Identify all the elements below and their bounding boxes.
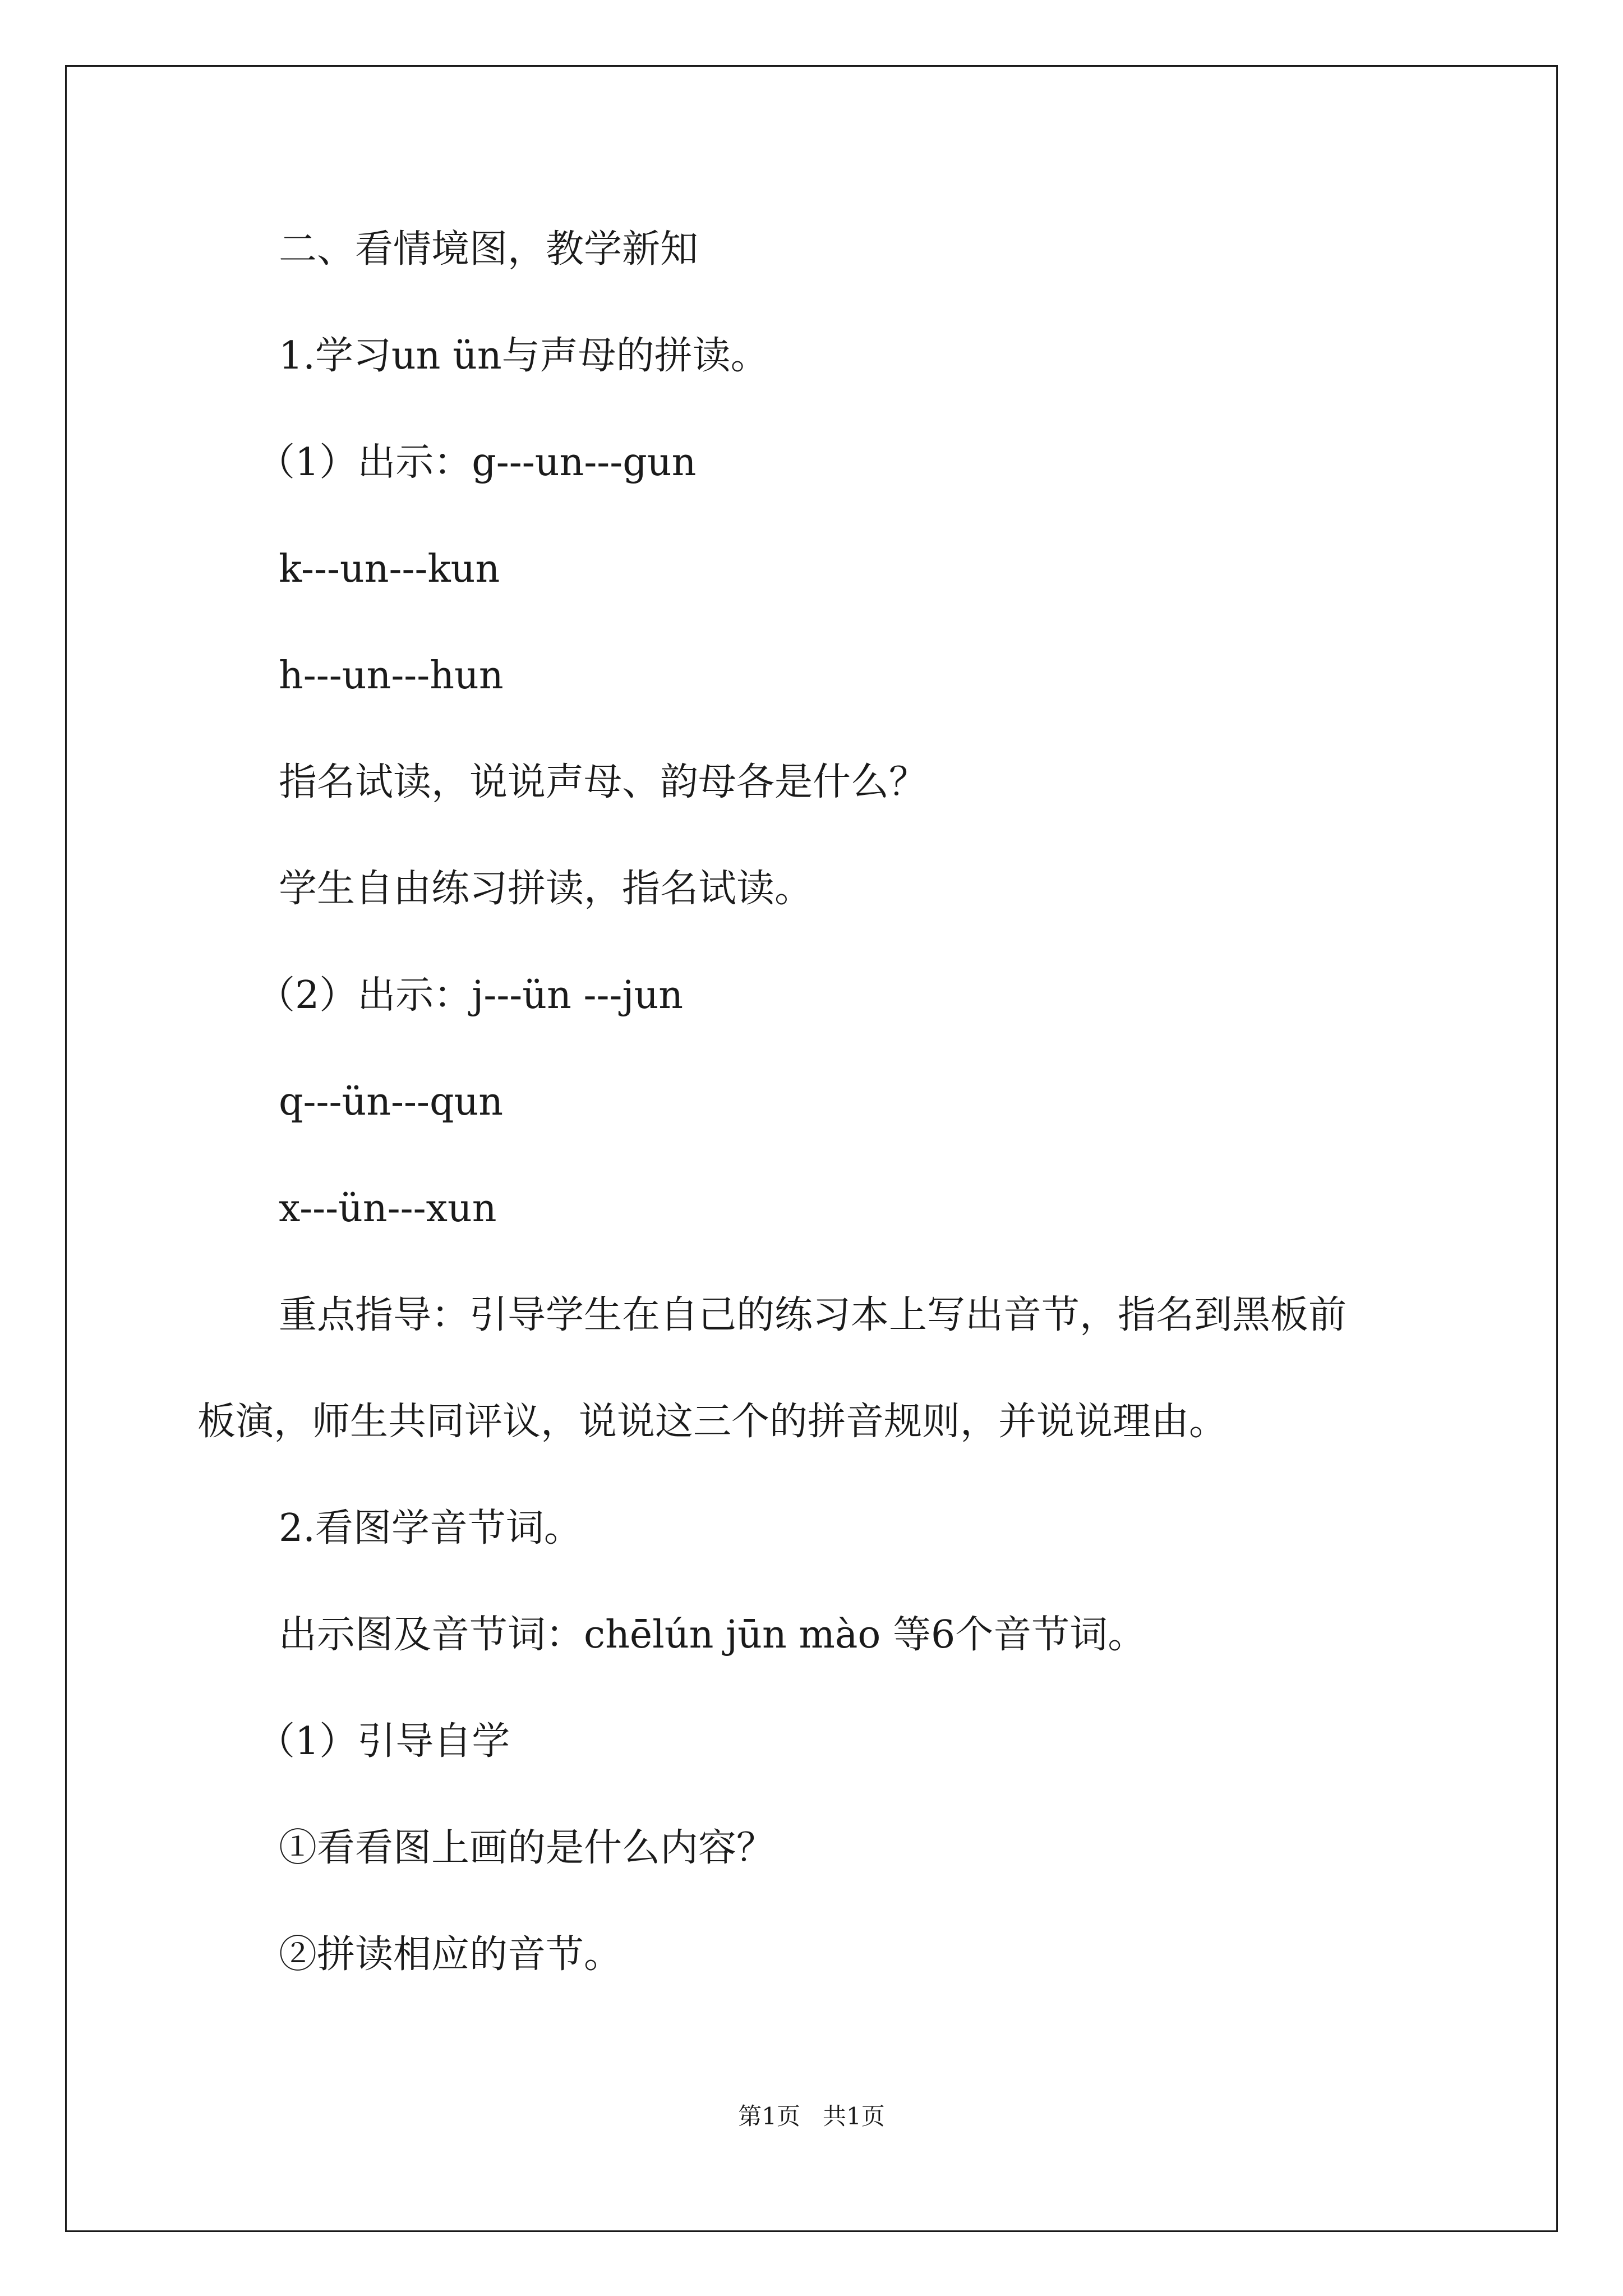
text-line: x---ün---xun (279, 1186, 497, 1231)
text-line: 学生自由练习拼读，指名试读。 (279, 867, 813, 911)
text-line: 指名试读，说说声母、韵母各是什么？ (279, 760, 928, 804)
page-footer: 第1页 共1页 (738, 2102, 885, 2130)
text-line: ①看看图上画的是什么内容？ (279, 1826, 775, 1870)
text-line: （2）出示：j---ün ---jun (257, 973, 684, 1018)
text-line: h---un---hun (279, 654, 504, 698)
text-line: （1）引导自学 (257, 1719, 510, 1764)
text-line: k---un---kun (279, 547, 500, 591)
text-line: 2.看图学音节词。 (279, 1506, 582, 1550)
text-line: 出示图及音节词：chēlún jūn mào 等6个音节词。 (279, 1613, 1146, 1657)
page-border (65, 65, 1558, 2232)
text-line: （1）出示：g---un---gun (257, 440, 697, 485)
text-line: 板演，师生共同评议，说说这三个的拼音规则，并说说理由。 (197, 1400, 1228, 1444)
text-line: 重点指导：引导学生在自己的练习本上写出音节，指名到黑板前 (279, 1293, 1347, 1337)
section-heading: 二、看情境图，教学新知 (279, 227, 699, 272)
text-line: 1.学习un ün与声母的拼读。 (279, 334, 769, 378)
text-line: ②拼读相应的音节。 (279, 1932, 623, 1977)
text-line: q---ün---qun (279, 1080, 504, 1124)
